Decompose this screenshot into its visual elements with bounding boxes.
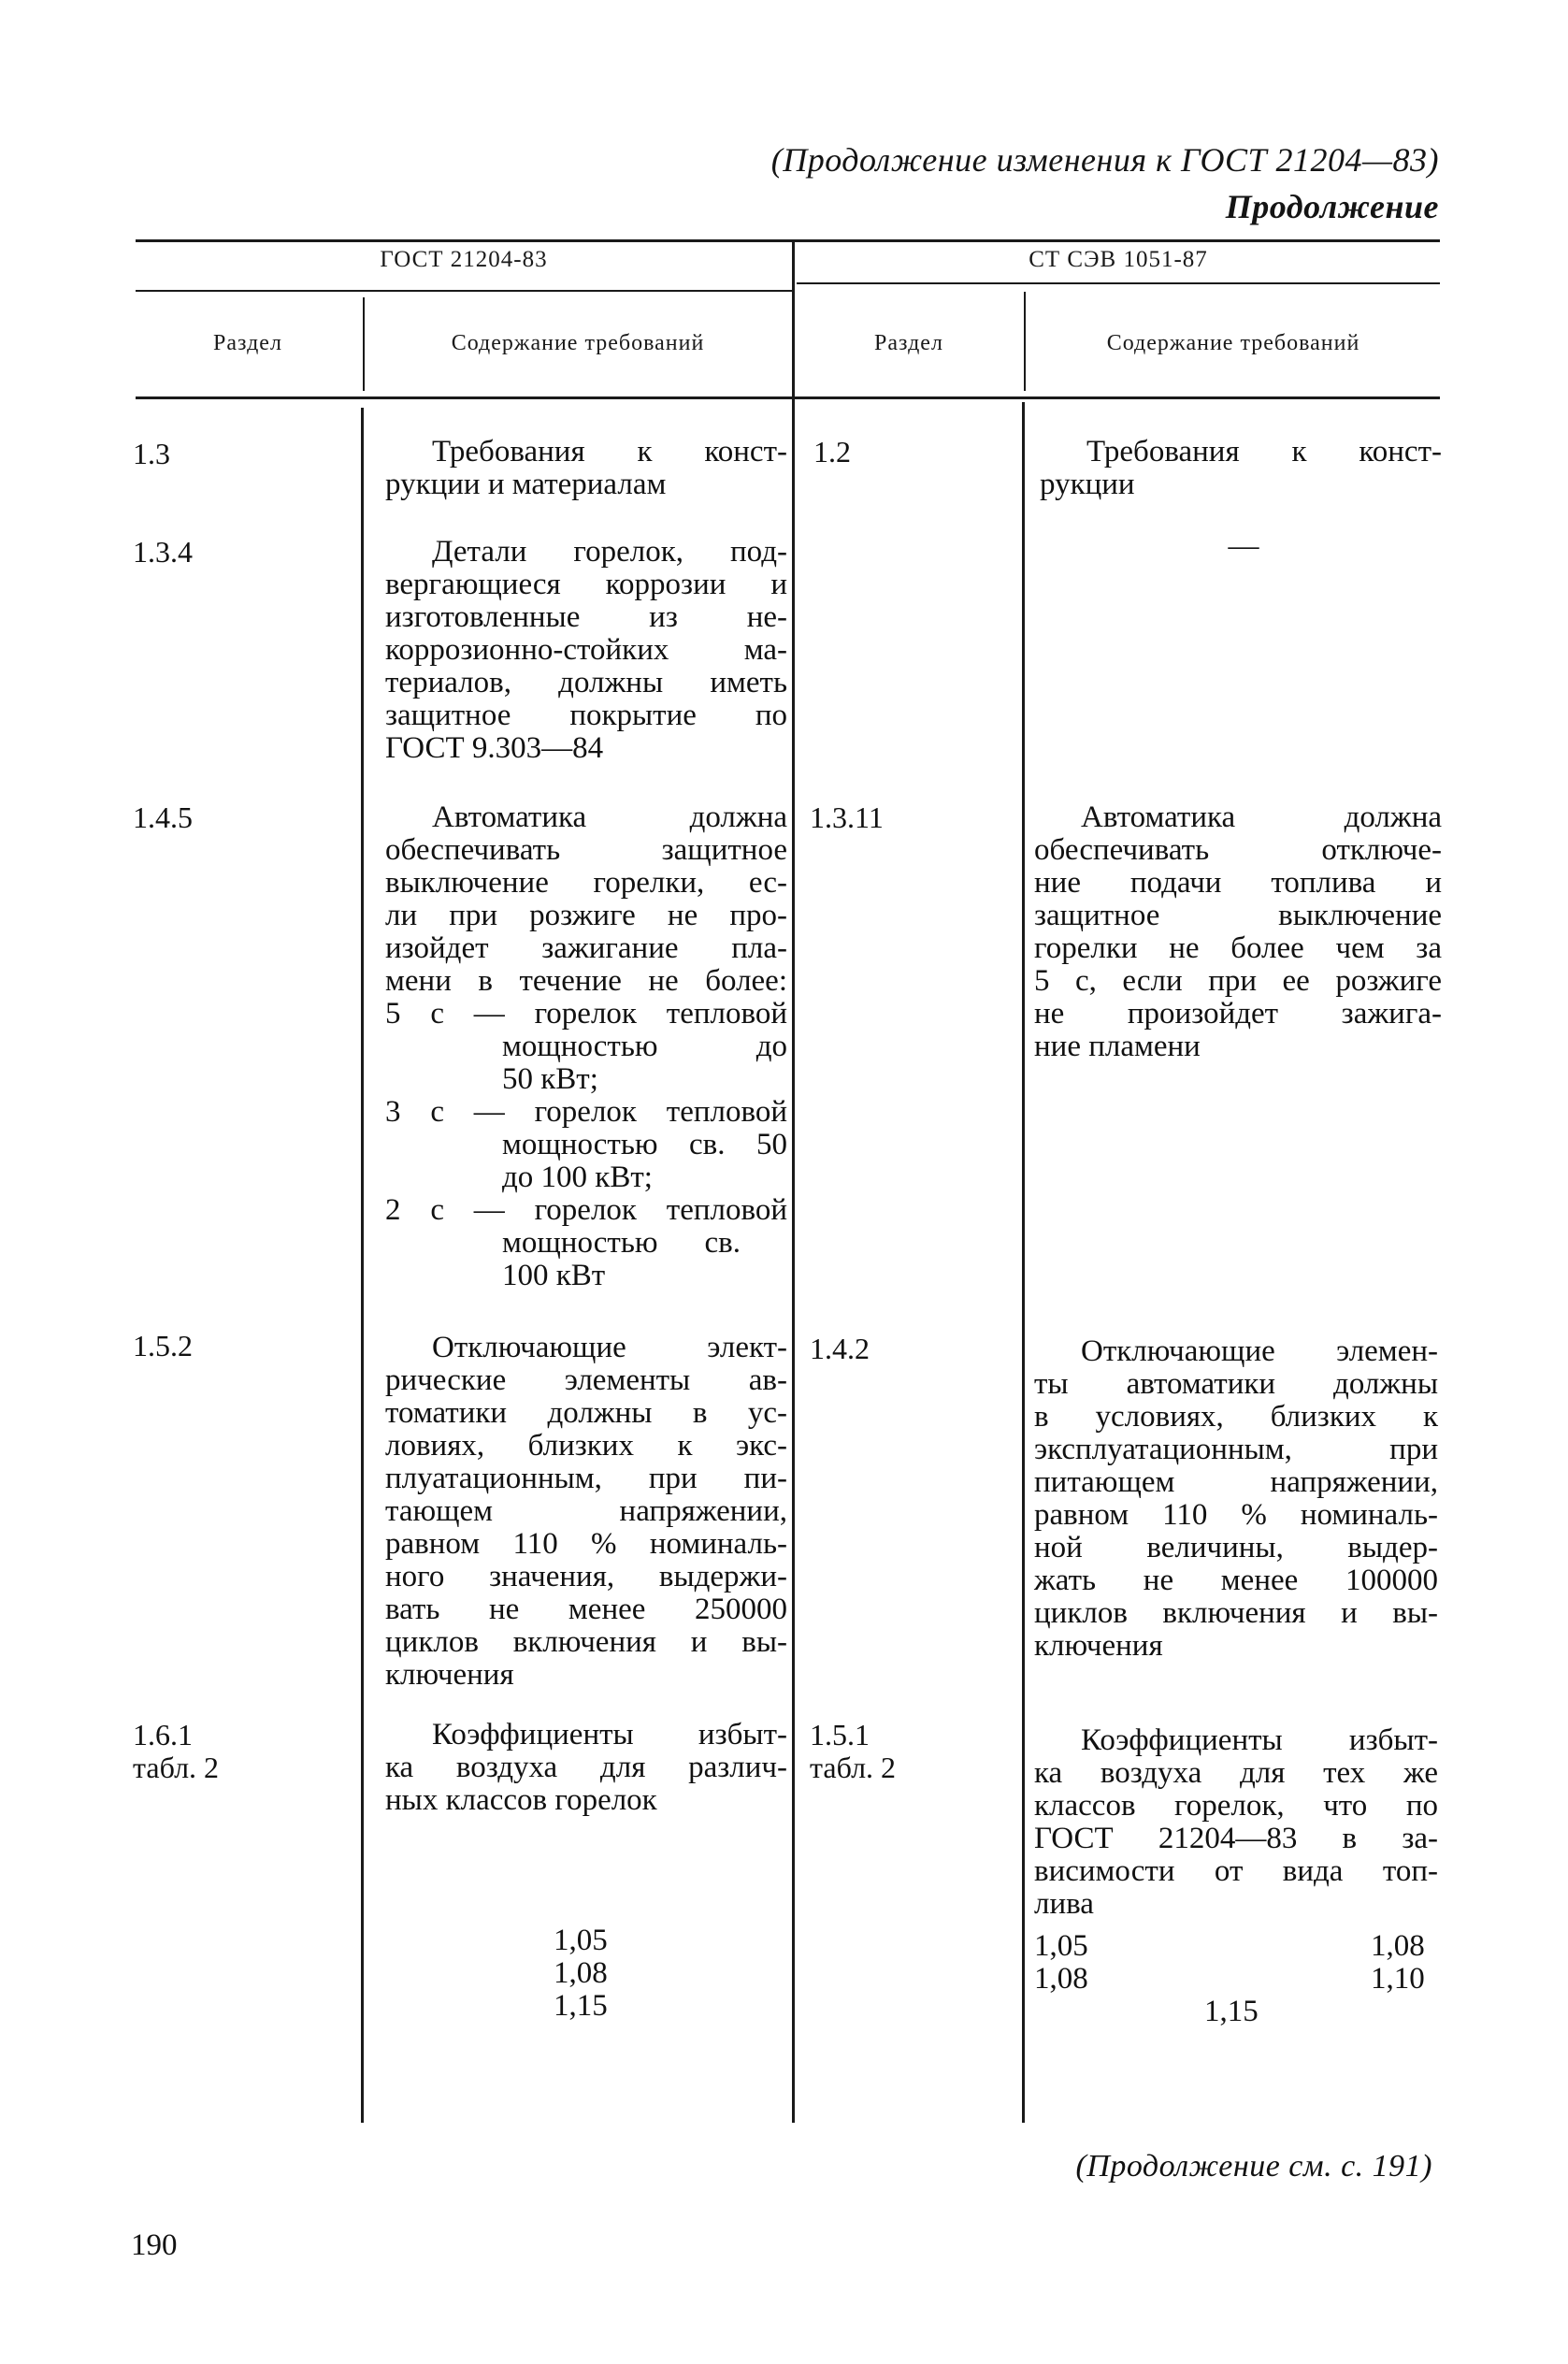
- row-4-left-text: [385, 1332, 787, 1692]
- row-5-right-section: [810, 1719, 896, 1784]
- text-line: до 100 кВт;: [502, 1160, 653, 1194]
- text-line: защитное покрытие по: [385, 699, 787, 732]
- row-3-left-section: 1.4.5: [133, 800, 193, 834]
- text-line: мощностью до: [502, 1030, 787, 1063]
- right-inner-divider-body: [1022, 402, 1025, 2123]
- section-line: табл. 2: [810, 1751, 897, 1784]
- text-line: ние пламени: [1034, 1030, 1201, 1063]
- text-line: Коэффициенты избыт-: [432, 1718, 787, 1751]
- text-line: висимости от вида топ-: [1034, 1854, 1438, 1888]
- text-line: равном 110 % номиналь-: [385, 1527, 787, 1561]
- left-inner-divider-head: [363, 297, 365, 391]
- column-header-bottom-rule: [136, 396, 1440, 399]
- text-line: Отключающие элект-: [432, 1331, 787, 1364]
- column-header-section-left: Раздел: [213, 331, 282, 355]
- text-line: ка воздуха для тех же: [1034, 1756, 1438, 1790]
- text-line: 5 с, если при ее розжиге: [1034, 964, 1442, 998]
- text-line: ключения: [1034, 1629, 1163, 1663]
- text-line: мощностью св.: [502, 1226, 741, 1260]
- text-line: циклов включения и вы-: [1034, 1596, 1438, 1630]
- text-line: ние подачи топлива и: [1034, 866, 1442, 900]
- text-line: рические элементы ав-: [385, 1363, 787, 1397]
- text-line: равном 110 % номиналь-: [1034, 1498, 1438, 1532]
- row-2-left-text: [385, 536, 787, 765]
- text-line: Требования к конст-: [1086, 435, 1442, 468]
- text-line: териалов, должны иметь: [385, 666, 787, 699]
- text-line: тающем напряжении,: [385, 1494, 787, 1528]
- row-4-right-text: [1034, 1335, 1438, 1663]
- table-top-rule: [136, 239, 1440, 242]
- row-5-left-section: [133, 1719, 219, 1784]
- left-inner-divider-body: [361, 408, 364, 2123]
- row-3-right-section: 1.3.11: [810, 800, 884, 834]
- text-line: ГОСТ 21204—83 в за-: [1034, 1822, 1438, 1855]
- row-3-left-text: [385, 801, 787, 1292]
- group-header-gost: ГОСТ 21204-83: [380, 247, 548, 272]
- column-header-content-right: Содержание требований: [1106, 331, 1360, 355]
- row-1-right-section: 1.2: [813, 435, 851, 468]
- text-line: горелки не более чем за: [1034, 931, 1442, 965]
- text-line: ка воздуха для различ-: [385, 1751, 787, 1784]
- group-header-rule-left: [136, 290, 792, 292]
- text-line: рукции: [1040, 468, 1135, 501]
- text-line: ли при розжиге не про-: [385, 899, 787, 932]
- text-line: 100 кВт: [502, 1259, 606, 1292]
- text-line: вергающиеся коррозии и: [385, 568, 787, 601]
- row-4-left-section: 1.5.2: [133, 1329, 193, 1362]
- coefficient-value: 1,08: [554, 1956, 608, 1990]
- text-line: Автоматика должна: [1081, 800, 1442, 834]
- text-line: Детали горелок, под-: [432, 535, 787, 569]
- text-line: изойдет зажигание пла-: [385, 931, 787, 965]
- group-header-rule-right: [797, 282, 1440, 284]
- text-line: циклов включения и вы-: [385, 1625, 787, 1659]
- text-line: ты автоматики должны: [1034, 1367, 1438, 1401]
- text-line: классов горелок, что по: [1034, 1789, 1438, 1823]
- row-2-left-section: 1.3.4: [133, 535, 193, 569]
- text-line: томатики должны в ус-: [385, 1396, 787, 1430]
- text-line: мени в течение не более:: [385, 964, 787, 998]
- row-4-right-section: 1.4.2: [810, 1332, 870, 1365]
- row-5-right-values-right: [1371, 1930, 1425, 1996]
- text-line: ных классов горелок: [385, 1783, 657, 1817]
- continuation-title: (Продолжение изменения к ГОСТ 21204—83): [770, 141, 1439, 179]
- text-line: Автоматика должна: [432, 800, 787, 834]
- text-line: коррозионно-стойких ма-: [385, 633, 787, 667]
- coefficient-value: 1,08: [1034, 1962, 1088, 1996]
- text-line: рукции и материалам: [385, 468, 667, 501]
- row-5-left-values: [554, 1924, 608, 2023]
- text-line: жать не менее 100000: [1034, 1564, 1438, 1597]
- text-line: ного значения, выдержи-: [385, 1560, 787, 1593]
- text-line: питающем напряжении,: [1034, 1465, 1438, 1499]
- text-line: обеспечивать отключе-: [1034, 833, 1442, 867]
- column-header-section-right: Раздел: [874, 331, 943, 355]
- row-2-right-dash: —: [1228, 529, 1259, 563]
- section-line: 1.5.1: [810, 1718, 870, 1751]
- page-number: 190: [131, 2228, 178, 2262]
- text-line: ловиях, близких к экс-: [385, 1429, 787, 1463]
- coefficient-value: 1,05: [1034, 1929, 1088, 1963]
- row-5-right-text: [1034, 1724, 1438, 1921]
- text-line: мощностью св. 50: [502, 1128, 787, 1161]
- text-line: вать не менее 250000: [385, 1593, 787, 1626]
- center-divider: [792, 241, 795, 2123]
- text-line: 3 с — горелок тепловой: [385, 1095, 787, 1129]
- text-line: обеспечивать защитное: [385, 833, 787, 867]
- row-5-left-text: [385, 1719, 787, 1817]
- text-line: Отключающие элемен-: [1081, 1334, 1438, 1368]
- text-line: в условиях, близких к: [1034, 1400, 1438, 1434]
- row-1-right-text: [1040, 436, 1442, 501]
- group-header-st-sev: СТ СЭВ 1051-87: [1029, 247, 1208, 272]
- right-inner-divider-head: [1024, 292, 1026, 391]
- text-line: 5 с — горелок тепловой: [385, 997, 787, 1031]
- coefficient-value: 1,05: [554, 1924, 608, 1957]
- row-5-right-values-left: [1034, 1930, 1088, 1996]
- continuation-label: Продолжение: [1225, 188, 1439, 225]
- coefficient-value: 1,10: [1371, 1962, 1425, 1996]
- row-5-right-value-center: 1,15: [1204, 1995, 1259, 2028]
- continuation-reference: (Продолжение см. с. 191): [1075, 2149, 1432, 2184]
- text-line: 50 кВт;: [502, 1062, 598, 1096]
- row-1-left-section: 1.3: [133, 437, 170, 470]
- coefficient-value: 1,08: [1371, 1929, 1425, 1963]
- text-line: не произойдет зажига-: [1034, 997, 1442, 1031]
- row-1-left-text: [385, 436, 787, 501]
- text-line: ГОСТ 9.303—84: [385, 731, 604, 765]
- text-line: Коэффициенты избыт-: [1081, 1723, 1438, 1757]
- text-line: лива: [1034, 1887, 1094, 1921]
- text-line: ной величины, выдер-: [1034, 1531, 1438, 1564]
- text-line: ключения: [385, 1658, 514, 1692]
- text-line: плуатационным, при пи-: [385, 1462, 787, 1495]
- column-header-content-left: Содержание требований: [451, 331, 705, 355]
- text-line: Требования к конст-: [432, 435, 787, 468]
- coefficient-value: 1,15: [554, 1989, 608, 2023]
- text-line: эксплуатационным, при: [1034, 1433, 1438, 1466]
- text-line: 2 с — горелок тепловой: [385, 1193, 787, 1227]
- text-line: защитное выключение: [1034, 899, 1442, 932]
- text-line: выключение горелки, ес-: [385, 866, 787, 900]
- row-3-right-text: [1034, 801, 1442, 1063]
- section-line: 1.6.1: [133, 1718, 193, 1751]
- section-line: табл. 2: [133, 1751, 220, 1784]
- text-line: изготовленные из не-: [385, 600, 787, 634]
